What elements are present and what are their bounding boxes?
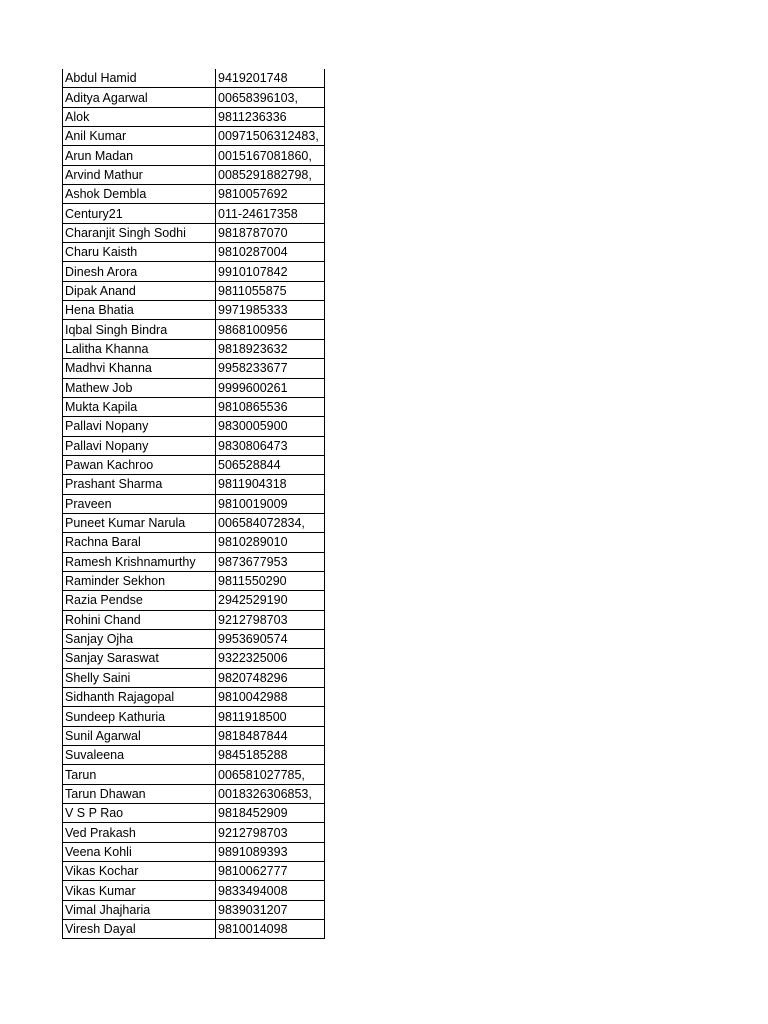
table-row xyxy=(63,475,325,494)
table-row xyxy=(63,629,325,648)
contact-phone-cell: 9810019009 xyxy=(216,494,325,513)
table-row xyxy=(63,417,325,436)
contact-name-cell: Sundeep Kathuria xyxy=(63,707,216,726)
table-row xyxy=(63,223,325,242)
contact-phone-cell: 9810057692 xyxy=(216,185,325,204)
table-row xyxy=(63,746,325,765)
table-row xyxy=(63,262,325,281)
table-row xyxy=(63,552,325,571)
contact-table-body xyxy=(63,69,325,939)
contact-phone-cell: 9419201748 xyxy=(216,69,325,88)
contact-name-cell: Tarun Dhawan xyxy=(63,784,216,803)
contact-phone-cell: 011-24617358 xyxy=(216,204,325,223)
table-row xyxy=(63,668,325,687)
table-row xyxy=(63,88,325,107)
contact-name-cell: Sanjay Saraswat xyxy=(63,649,216,668)
contact-name-cell: Suvaleena xyxy=(63,746,216,765)
contact-phone-cell: 9810865536 xyxy=(216,397,325,416)
contact-name-cell: Hena Bhatia xyxy=(63,301,216,320)
contact-name-cell: Anil Kumar xyxy=(63,127,216,146)
table-row xyxy=(63,707,325,726)
contact-name-cell: V S P Rao xyxy=(63,804,216,823)
contact-name-cell: Abdul Hamid xyxy=(63,69,216,88)
table-row xyxy=(63,69,325,88)
table-row xyxy=(63,823,325,842)
table-row xyxy=(63,378,325,397)
contact-phone-cell: 9322325006 xyxy=(216,649,325,668)
contact-name-cell: Ramesh Krishnamurthy xyxy=(63,552,216,571)
contact-name-cell: Sanjay Ojha xyxy=(63,629,216,648)
table-row xyxy=(63,765,325,784)
table-row xyxy=(63,320,325,339)
table-row xyxy=(63,185,325,204)
contact-name-cell: Dinesh Arora xyxy=(63,262,216,281)
table-row xyxy=(63,862,325,881)
contact-phone-cell: 0018326306853, xyxy=(216,784,325,803)
contact-phone-cell: 006584072834, xyxy=(216,513,325,532)
contact-phone-cell: 00971506312483, xyxy=(216,127,325,146)
contact-phone-cell: 9820748296 xyxy=(216,668,325,687)
contact-table xyxy=(62,69,325,939)
table-row xyxy=(63,359,325,378)
table-row xyxy=(63,688,325,707)
contact-name-cell: Rohini Chand xyxy=(63,610,216,629)
contact-phone-cell: 9999600261 xyxy=(216,378,325,397)
table-row xyxy=(63,784,325,803)
contact-phone-cell: 9830806473 xyxy=(216,436,325,455)
contact-name-cell: Tarun xyxy=(63,765,216,784)
contact-name-cell: Dipak Anand xyxy=(63,281,216,300)
contact-name-cell: Rachna Baral xyxy=(63,533,216,552)
table-row xyxy=(63,842,325,861)
contact-phone-cell: 9868100956 xyxy=(216,320,325,339)
table-row xyxy=(63,571,325,590)
contact-name-cell: Alok xyxy=(63,107,216,126)
table-row xyxy=(63,804,325,823)
contact-phone-cell: 9212798703 xyxy=(216,610,325,629)
contact-phone-cell: 9810062777 xyxy=(216,862,325,881)
contact-name-cell: Iqbal Singh Bindra xyxy=(63,320,216,339)
table-row xyxy=(63,513,325,532)
table-row xyxy=(63,494,325,513)
table-row xyxy=(63,281,325,300)
table-row xyxy=(63,243,325,262)
table-row xyxy=(63,301,325,320)
contact-name-cell: Ashok Dembla xyxy=(63,185,216,204)
table-row xyxy=(63,591,325,610)
contact-phone-cell: 9212798703 xyxy=(216,823,325,842)
table-row xyxy=(63,397,325,416)
table-row xyxy=(63,920,325,939)
table-row xyxy=(63,455,325,474)
contact-name-cell: Pallavi Nopany xyxy=(63,417,216,436)
contact-name-cell: Arun Madan xyxy=(63,146,216,165)
contact-phone-cell: 9810042988 xyxy=(216,688,325,707)
contact-phone-cell: 006581027785, xyxy=(216,765,325,784)
contact-name-cell: Veena Kohli xyxy=(63,842,216,861)
contact-name-cell: Madhvi Khanna xyxy=(63,359,216,378)
contact-name-cell: Praveen xyxy=(63,494,216,513)
contact-name-cell: Vikas Kumar xyxy=(63,881,216,900)
contact-phone-cell: 9811918500 xyxy=(216,707,325,726)
contact-name-cell: Raminder Sekhon xyxy=(63,571,216,590)
contact-phone-cell: 9833494008 xyxy=(216,881,325,900)
contact-name-cell: Prashant Sharma xyxy=(63,475,216,494)
contact-phone-cell: 9811236336 xyxy=(216,107,325,126)
contact-name-cell: Mathew Job xyxy=(63,378,216,397)
table-row xyxy=(63,146,325,165)
contact-phone-cell: 9818452909 xyxy=(216,804,325,823)
contact-name-cell: Vimal Jhajharia xyxy=(63,900,216,919)
contact-name-cell: Mukta Kapila xyxy=(63,397,216,416)
table-row xyxy=(63,900,325,919)
contact-phone-cell: 506528844 xyxy=(216,455,325,474)
contact-phone-cell: 9811904318 xyxy=(216,475,325,494)
contact-name-cell: Puneet Kumar Narula xyxy=(63,513,216,532)
table-row xyxy=(63,881,325,900)
table-row xyxy=(63,649,325,668)
contact-phone-cell: 9818923632 xyxy=(216,339,325,358)
contact-phone-cell: 9845185288 xyxy=(216,746,325,765)
contact-phone-cell: 2942529190 xyxy=(216,591,325,610)
table-row xyxy=(63,436,325,455)
contact-phone-cell: 9839031207 xyxy=(216,900,325,919)
contact-phone-cell: 9830005900 xyxy=(216,417,325,436)
contact-name-cell: Charanjit Singh Sodhi xyxy=(63,223,216,242)
contact-phone-cell: 9958233677 xyxy=(216,359,325,378)
contact-phone-cell: 9810287004 xyxy=(216,243,325,262)
table-row xyxy=(63,610,325,629)
contact-name-cell: Charu Kaisth xyxy=(63,243,216,262)
contact-name-cell: Arvind Mathur xyxy=(63,165,216,184)
contact-phone-cell: 9953690574 xyxy=(216,629,325,648)
table-row xyxy=(63,726,325,745)
contact-phone-cell: 9910107842 xyxy=(216,262,325,281)
contact-phone-cell: 9818487844 xyxy=(216,726,325,745)
contact-name-cell: Aditya Agarwal xyxy=(63,88,216,107)
contact-name-cell: Lalitha Khanna xyxy=(63,339,216,358)
contact-name-cell: Viresh Dayal xyxy=(63,920,216,939)
contact-phone-cell: 9971985333 xyxy=(216,301,325,320)
contact-name-cell: Pawan Kachroo xyxy=(63,455,216,474)
table-row xyxy=(63,165,325,184)
contact-name-cell: Sidhanth Rajagopal xyxy=(63,688,216,707)
contact-phone-cell: 9818787070 xyxy=(216,223,325,242)
contact-phone-cell: 9891089393 xyxy=(216,842,325,861)
contact-name-cell: Century21 xyxy=(63,204,216,223)
table-row xyxy=(63,339,325,358)
contact-name-cell: Shelly Saini xyxy=(63,668,216,687)
contact-phone-cell: 9811550290 xyxy=(216,571,325,590)
contact-phone-cell: 9811055875 xyxy=(216,281,325,300)
table-row xyxy=(63,533,325,552)
contact-phone-cell: 00658396103, xyxy=(216,88,325,107)
contact-name-cell: Pallavi Nopany xyxy=(63,436,216,455)
table-row xyxy=(63,204,325,223)
contact-name-cell: Ved Prakash xyxy=(63,823,216,842)
contact-name-cell: Vikas Kochar xyxy=(63,862,216,881)
contact-phone-cell: 9810289010 xyxy=(216,533,325,552)
contact-phone-cell: 9873677953 xyxy=(216,552,325,571)
contact-phone-cell: 9810014098 xyxy=(216,920,325,939)
contact-phone-cell: 0015167081860, xyxy=(216,146,325,165)
table-row xyxy=(63,127,325,146)
contact-name-cell: Razia Pendse xyxy=(63,591,216,610)
contact-phone-cell: 0085291882798, xyxy=(216,165,325,184)
contact-name-cell: Sunil Agarwal xyxy=(63,726,216,745)
table-row xyxy=(63,107,325,126)
